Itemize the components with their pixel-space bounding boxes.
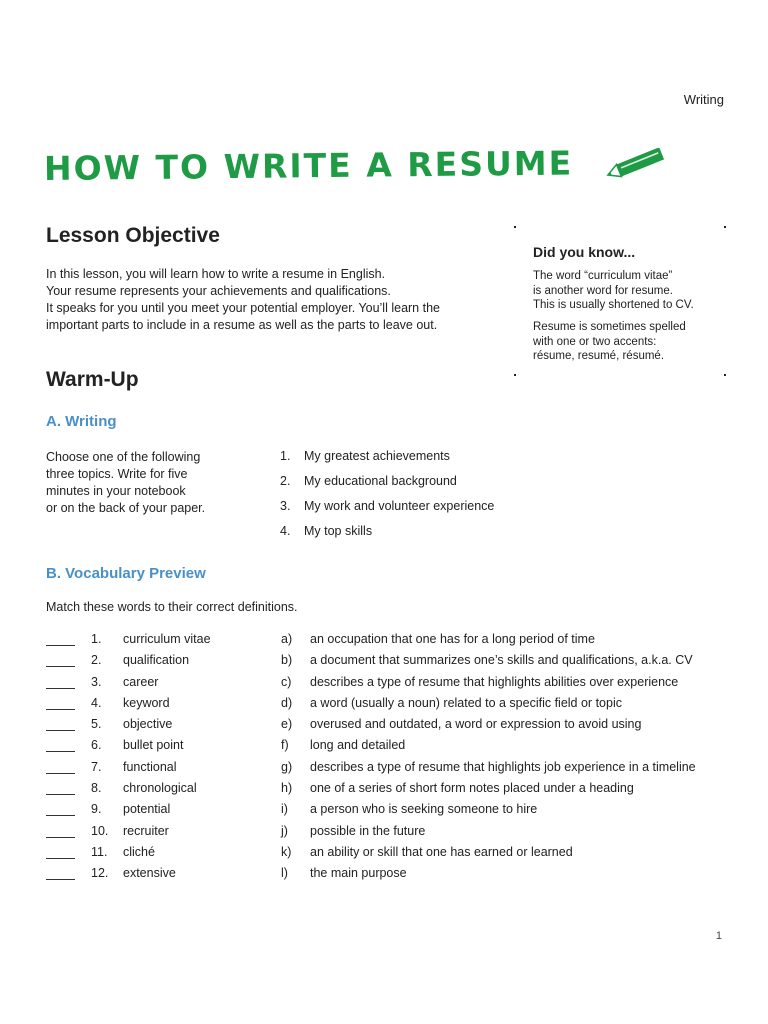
answer-blank[interactable] [46,837,75,838]
warm-up-heading: Warm-Up [46,368,139,391]
answer-blank[interactable] [46,879,75,880]
dyk-line: résume, resumé, résumé. [533,350,665,362]
definition-letter: d) [281,695,293,710]
vocab-word: bullet point [123,738,184,753]
vocab-number: 11. [91,844,108,859]
definition-text: describes a type of resume that highlights job experience in a timeline [310,759,696,774]
vocab-word: cliché [123,844,155,859]
vocab-row [46,717,746,738]
vocab-number: 7. [91,759,102,774]
corner-dot [514,226,516,228]
answer-blank[interactable] [46,666,75,667]
title-block [43,143,574,192]
definition-letter: i) [281,802,288,817]
vocab-word: keyword [123,695,170,710]
vocab-row [46,802,746,823]
definition-text: one of a series of short form notes placed under a heading [310,781,634,796]
vocab-row [46,653,746,674]
writing-line: three topics. Write for five [46,467,188,481]
header-category: Writing [683,92,724,107]
definition-letter: e) [281,717,293,732]
definition-letter: b) [281,653,293,668]
answer-blank[interactable] [46,858,75,859]
vocab-number: 12. [91,866,109,881]
vocab-row [46,696,746,717]
topic-text: My top skills [304,524,373,538]
topic-number: 4. [280,524,291,538]
topic-text: My work and volunteer experience [304,499,495,513]
did-you-know-box [514,226,726,376]
vocab-word: recruiter [123,823,169,838]
definition-text: a person who is seeking someone to hire [310,802,538,817]
corner-dot [724,226,726,228]
definition-letter: c) [281,674,292,689]
definition-letter: f) [281,738,289,753]
page-number: 1 [715,930,722,942]
writing-subheading: A. Writing [46,413,117,430]
answer-blank[interactable] [46,751,75,752]
definition-text: possible in the future [310,823,426,838]
dyk-line: is another word for resume. [533,284,673,297]
pencil-icon [600,148,668,182]
definition-letter: a) [281,632,293,646]
vocab-number: 6. [91,738,102,753]
corner-dot [514,374,516,376]
vocab-number: 1. [91,632,102,646]
definition-text: overused and outdated, a word or expression to avoid using [310,717,642,732]
definition-letter: k) [281,844,292,859]
vocab-row [46,845,746,866]
writing-line: minutes in your notebook [46,484,186,498]
vocabulary-subheading: B. Vocabulary Preview [46,565,206,582]
writing-line: or on the back of your paper. [46,501,206,515]
corner-dot [724,374,726,376]
answer-blank[interactable] [46,645,75,646]
lesson-line: It speaks for you until you meet your potential employer. You’ll learn the [46,301,440,315]
vocab-number: 8. [91,781,102,796]
vocab-row [46,824,746,845]
writing-instructions [46,449,205,517]
did-you-know-heading: Did you know... [533,244,636,260]
vocab-number: 10. [91,823,109,838]
vocab-word: curriculum vitae [123,632,211,646]
dyk-line: with one or two accents: [533,335,657,348]
definition-text: an ability or skill that one has earned or learned [310,844,573,859]
lesson-line: In this lesson, you will learn how to write a resume in English. [46,267,386,281]
definition-letter: j) [281,823,288,838]
vocab-row [46,781,746,802]
dyk-line: Resume is sometimes spelled [533,321,686,333]
vocab-word: functional [123,759,177,774]
answer-blank[interactable] [46,794,75,795]
vocab-row [46,632,746,653]
vocab-number: 3. [91,674,102,689]
lesson-objective-heading: Lesson Objective [46,224,220,247]
lesson-objective-text [46,266,486,334]
answer-blank[interactable] [46,709,75,710]
vocab-row [46,738,746,759]
answer-blank[interactable] [46,688,75,689]
writing-line: Choose one of the following [46,450,201,464]
dyk-line: This is usually shortened to CV. [533,299,694,311]
answer-blank[interactable] [46,730,75,731]
answer-blank[interactable] [46,773,75,774]
vocab-number: 4. [91,695,102,710]
topic-text: My educational background [304,474,457,488]
definition-letter: h) [281,781,293,796]
dyk-line: The word “curriculum vitae” [533,270,673,282]
vocab-word: objective [123,717,173,732]
vocab-row [46,866,746,887]
did-you-know-para-1 [533,269,694,313]
vocab-number: 2. [91,653,102,668]
definition-letter: g) [281,759,293,774]
topic-number: 2. [280,474,291,488]
vocab-row [46,675,746,696]
definition-text: long and detailed [310,738,406,753]
definition-letter: l) [281,866,288,881]
topic-number: 1. [280,449,291,463]
topic-number: 3. [280,499,291,513]
vocab-word: potential [123,802,171,817]
definition-text: the main purpose [310,866,407,881]
definition-text: an occupation that one has for a long period of time [310,632,595,646]
vocab-row [46,760,746,781]
vocabulary-match-list [46,632,746,888]
vocab-word: extensive [123,866,176,881]
vocab-word: qualification [123,653,190,668]
definition-text: a word (usually a noun) related to a specific field or topic [310,695,622,710]
vocab-word: career [123,674,159,689]
did-you-know-para-2 [533,320,686,364]
page-title: HOW TO WRITE A RESUME [43,143,574,188]
definition-text: a document that summarizes one’s skills and qualifications, a.k.a. CV [310,653,693,668]
lesson-line: Your resume represents your achievements and qualifications. [46,284,391,298]
vocab-word: chronological [123,781,197,796]
vocab-number: 5. [91,717,102,732]
lesson-line: important parts to include in a resume as well as the parts to leave out. [46,318,438,332]
answer-blank[interactable] [46,815,75,816]
vocabulary-instruction: Match these words to their correct definitions. [46,600,298,614]
vocab-number: 9. [91,802,102,817]
definition-text: describes a type of resume that highlights abilities over experience [310,674,679,689]
topic-text: My greatest achievements [304,449,450,463]
